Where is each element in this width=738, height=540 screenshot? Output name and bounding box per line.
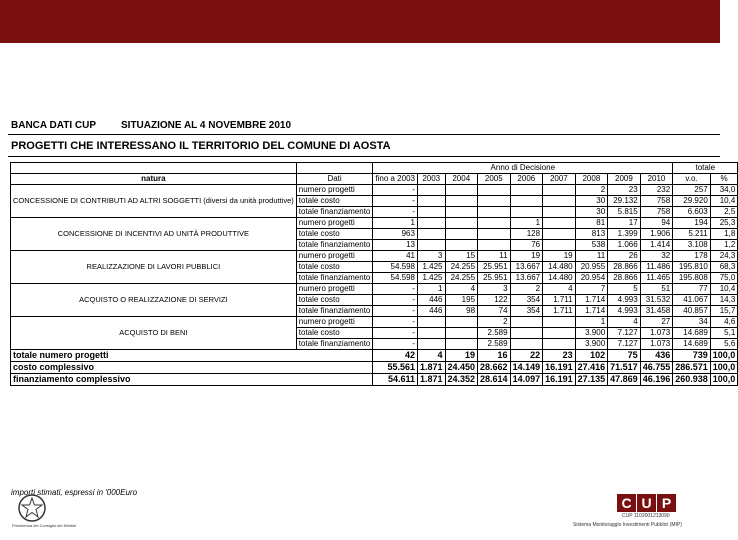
value-cell: 195	[445, 295, 478, 306]
value-cell: 26	[608, 251, 641, 262]
value-cell: 4	[445, 284, 478, 295]
value-cell: 17	[608, 218, 641, 229]
value-cell: 41	[373, 251, 418, 262]
value-cell: 4	[608, 317, 641, 328]
dati-cell: totale finanziamento	[296, 273, 373, 284]
dati-cell: numero progetti	[296, 317, 373, 328]
database-title: BANCA DATI CUP	[11, 120, 96, 131]
value-cell	[543, 339, 576, 350]
value-cell: 14.480	[543, 273, 576, 284]
total-value-cell: 19	[445, 350, 478, 362]
dati-cell: numero progetti	[296, 218, 373, 229]
year-header: 2005	[478, 174, 511, 185]
total-value-cell: 4	[417, 350, 445, 362]
total-pct-cell: 100,0	[710, 350, 738, 362]
value-cell: 1.073	[640, 328, 673, 339]
value-cell: -	[373, 295, 418, 306]
value-cell	[510, 207, 543, 218]
divider	[8, 134, 720, 135]
cup-letter: C	[617, 494, 636, 512]
page-title: PROGETTI CHE INTERESSANO IL TERRITORIO DEL COMUNE DI AOSTA	[11, 140, 391, 152]
total-value-cell: 1.871	[417, 374, 445, 386]
value-cell	[510, 317, 543, 328]
dati-cell: totale costo	[296, 229, 373, 240]
total-row	[11, 374, 738, 386]
dati-cell: numero progetti	[296, 185, 373, 196]
table-row	[11, 251, 738, 262]
total-value-cell: 27.135	[575, 374, 608, 386]
total-value-cell: 24.352	[445, 374, 478, 386]
value-cell	[417, 229, 445, 240]
value-cell	[417, 328, 445, 339]
amounts-note: importi stimati, espressi in '000Euro	[11, 488, 138, 497]
dati-cell: numero progetti	[296, 284, 373, 295]
value-cell: 1.399	[608, 229, 641, 240]
cup-letter: P	[657, 494, 676, 512]
total-value-cell: 23	[543, 350, 576, 362]
pct-cell: 25,3	[710, 218, 738, 229]
total-value-cell: 16	[478, 350, 511, 362]
value-cell	[445, 196, 478, 207]
situation-date: SITUAZIONE AL 4 NOVEMBRE 2010	[121, 120, 292, 131]
pct-cell: 24,3	[710, 251, 738, 262]
total-row	[11, 350, 738, 362]
value-cell	[478, 229, 511, 240]
value-cell: 1.711	[543, 306, 576, 317]
dati-cell: totale costo	[296, 262, 373, 273]
value-cell: 1	[417, 284, 445, 295]
total-value-cell: 46.755	[640, 362, 673, 374]
value-cell: 4	[543, 284, 576, 295]
value-cell: 15	[445, 251, 478, 262]
total-value-cell: 42	[373, 350, 418, 362]
natura-cell: CONCESSIONE DI CONTRIBUTI AD ALTRI SOGGETTI (diversi da unità produttive)	[11, 185, 297, 218]
total-label: finanziamento complessivo	[11, 374, 373, 386]
total-value-cell: 47.869	[608, 374, 641, 386]
value-cell	[543, 229, 576, 240]
table-row	[11, 284, 738, 295]
year-header: 2007	[543, 174, 576, 185]
vo-cell: 6.603	[673, 207, 711, 218]
dati-header: Dati	[296, 174, 373, 185]
value-cell: 963	[373, 229, 418, 240]
value-cell: 31.458	[640, 306, 673, 317]
value-cell	[543, 218, 576, 229]
natura-header: natura	[11, 174, 297, 185]
value-cell: 122	[478, 295, 511, 306]
vo-cell: 40.857	[673, 306, 711, 317]
vo-cell: 195.810	[673, 262, 711, 273]
value-cell: 1.906	[640, 229, 673, 240]
value-cell	[445, 185, 478, 196]
divider	[8, 156, 720, 157]
total-value-cell: 14.149	[510, 362, 543, 374]
pct-cell: 10,4	[710, 196, 738, 207]
value-cell: 3.900	[575, 339, 608, 350]
total-value-cell: 54.611	[373, 374, 418, 386]
value-cell: 2	[575, 185, 608, 196]
total-value-cell: 75	[608, 350, 641, 362]
value-cell: 1.714	[575, 295, 608, 306]
value-cell: 3	[478, 284, 511, 295]
table-row	[11, 185, 738, 196]
value-cell: 28.866	[608, 262, 641, 273]
value-cell: 81	[575, 218, 608, 229]
value-cell: 446	[417, 295, 445, 306]
value-cell	[417, 207, 445, 218]
value-cell: 1.711	[543, 295, 576, 306]
total-vo-cell: 739	[673, 350, 711, 362]
value-cell	[543, 317, 576, 328]
pct-cell: 2,5	[710, 207, 738, 218]
value-cell	[445, 218, 478, 229]
total-value-cell: 71.517	[608, 362, 641, 374]
total-value-cell: 1.871	[417, 362, 445, 374]
pct-cell: 15,7	[710, 306, 738, 317]
value-cell	[445, 229, 478, 240]
value-cell: 1.414	[640, 240, 673, 251]
value-cell	[445, 207, 478, 218]
year-header: fino a 2003	[373, 174, 418, 185]
value-cell: 25.951	[478, 273, 511, 284]
vo-header: v.o.	[673, 174, 711, 185]
year-header: 2004	[445, 174, 478, 185]
dati-cell: totale costo	[296, 295, 373, 306]
vo-cell: 41.067	[673, 295, 711, 306]
value-cell	[478, 196, 511, 207]
value-cell: 28.866	[608, 273, 641, 284]
value-cell: 27	[640, 317, 673, 328]
value-cell: -	[373, 207, 418, 218]
vo-cell: 257	[673, 185, 711, 196]
total-vo-cell: 260.938	[673, 374, 711, 386]
value-cell: 54.598	[373, 262, 418, 273]
totale-header: totale	[673, 163, 738, 174]
pct-cell: 14,3	[710, 295, 738, 306]
dati-cell: numero progetti	[296, 251, 373, 262]
vo-cell: 34	[673, 317, 711, 328]
value-cell	[543, 207, 576, 218]
pct-cell: 34,0	[710, 185, 738, 196]
pct-header: %	[710, 174, 738, 185]
value-cell: -	[373, 306, 418, 317]
document-slide	[8, 118, 736, 498]
pct-cell: 10,4	[710, 284, 738, 295]
table-row	[11, 317, 738, 328]
pct-cell: 75,0	[710, 273, 738, 284]
value-cell: 31.532	[640, 295, 673, 306]
value-cell: 19	[510, 251, 543, 262]
year-header: 2003	[417, 174, 445, 185]
total-pct-cell: 100,0	[710, 374, 738, 386]
total-value-cell: 16.191	[543, 362, 576, 374]
total-value-cell: 27.416	[575, 362, 608, 374]
total-label: totale numero progetti	[11, 350, 373, 362]
value-cell: 354	[510, 306, 543, 317]
value-cell: 11.465	[640, 273, 673, 284]
total-vo-cell: 286.571	[673, 362, 711, 374]
vo-cell: 3.108	[673, 240, 711, 251]
value-cell: -	[373, 284, 418, 295]
value-cell: 1.425	[417, 262, 445, 273]
year-header: 2010	[640, 174, 673, 185]
value-cell: 128	[510, 229, 543, 240]
vo-cell: 14.689	[673, 339, 711, 350]
value-cell: 5.815	[608, 207, 641, 218]
value-cell: 51	[640, 284, 673, 295]
value-cell	[478, 207, 511, 218]
value-cell	[478, 185, 511, 196]
value-cell: 2	[478, 317, 511, 328]
dati-cell: totale finanziamento	[296, 240, 373, 251]
value-cell: 20.955	[575, 262, 608, 273]
value-cell	[417, 196, 445, 207]
value-cell	[510, 196, 543, 207]
value-cell: 11	[575, 251, 608, 262]
total-label: costo complessivo	[11, 362, 373, 374]
vo-cell: 14.689	[673, 328, 711, 339]
dati-cell: totale costo	[296, 196, 373, 207]
total-value-cell: 16.191	[543, 374, 576, 386]
value-cell: 7	[575, 284, 608, 295]
value-cell: 32	[640, 251, 673, 262]
value-cell: 2	[510, 284, 543, 295]
value-cell	[543, 328, 576, 339]
vo-cell: 195.808	[673, 273, 711, 284]
value-cell: -	[373, 328, 418, 339]
top-banner	[0, 0, 720, 43]
vo-cell: 77	[673, 284, 711, 295]
dati-cell: totale finanziamento	[296, 207, 373, 218]
value-cell: 23	[608, 185, 641, 196]
value-cell: 1.425	[417, 273, 445, 284]
value-cell: 813	[575, 229, 608, 240]
total-value-cell: 24.450	[445, 362, 478, 374]
value-cell	[510, 339, 543, 350]
value-cell: 94	[640, 218, 673, 229]
value-cell	[417, 240, 445, 251]
pct-cell: 5,6	[710, 339, 738, 350]
value-cell: 13.667	[510, 262, 543, 273]
value-cell: 14.480	[543, 262, 576, 273]
value-cell	[478, 218, 511, 229]
value-cell: 4.993	[608, 295, 641, 306]
value-cell: 758	[640, 196, 673, 207]
value-cell: 2.589	[478, 328, 511, 339]
natura-cell: ACQUISTO DI BENI	[11, 317, 297, 350]
blank-header	[296, 163, 373, 174]
cup-letter: U	[637, 494, 656, 512]
pct-cell: 4,6	[710, 317, 738, 328]
value-cell: 446	[417, 306, 445, 317]
value-cell	[417, 339, 445, 350]
value-cell	[510, 185, 543, 196]
vo-cell: 29.920	[673, 196, 711, 207]
value-cell	[445, 240, 478, 251]
value-cell: 7.127	[608, 339, 641, 350]
value-cell: -	[373, 317, 418, 328]
total-value-cell: 55.561	[373, 362, 418, 374]
value-cell: 29.132	[608, 196, 641, 207]
value-cell: 3	[417, 251, 445, 262]
value-cell: 2.589	[478, 339, 511, 350]
value-cell: 1.066	[608, 240, 641, 251]
natura-cell: REALIZZAZIONE DI LAVORI PUBBLICI	[11, 251, 297, 284]
pct-cell: 1,2	[710, 240, 738, 251]
value-cell: 4.993	[608, 306, 641, 317]
dati-cell: totale finanziamento	[296, 339, 373, 350]
value-cell: 20.954	[575, 273, 608, 284]
value-cell	[417, 317, 445, 328]
value-cell: 76	[510, 240, 543, 251]
pct-cell: 1,8	[710, 229, 738, 240]
value-cell: 11	[478, 251, 511, 262]
dati-cell: totale costo	[296, 328, 373, 339]
total-value-cell: 102	[575, 350, 608, 362]
dati-cell: totale finanziamento	[296, 306, 373, 317]
value-cell: 1	[510, 218, 543, 229]
vo-cell: 5.211	[673, 229, 711, 240]
year-group-header: Anno di Decisione	[373, 163, 673, 174]
value-cell	[543, 185, 576, 196]
value-cell: 24.255	[445, 273, 478, 284]
value-cell: 538	[575, 240, 608, 251]
projects-table	[10, 162, 738, 386]
year-header: 2008	[575, 174, 608, 185]
table-row	[11, 218, 738, 229]
value-cell: 1	[373, 218, 418, 229]
value-cell: 1.073	[640, 339, 673, 350]
value-cell: 19	[543, 251, 576, 262]
total-value-cell: 436	[640, 350, 673, 362]
value-cell: 1.714	[575, 306, 608, 317]
value-cell: -	[373, 196, 418, 207]
value-cell: 24.255	[445, 262, 478, 273]
total-row	[11, 362, 738, 374]
value-cell	[417, 218, 445, 229]
value-cell: 54.598	[373, 273, 418, 284]
vo-cell: 194	[673, 218, 711, 229]
year-header: 2006	[510, 174, 543, 185]
value-cell	[478, 240, 511, 251]
value-cell	[417, 185, 445, 196]
total-value-cell: 14.097	[510, 374, 543, 386]
value-cell: 3.900	[575, 328, 608, 339]
value-cell: 30	[575, 196, 608, 207]
value-cell	[510, 328, 543, 339]
total-value-cell: 22	[510, 350, 543, 362]
value-cell: -	[373, 185, 418, 196]
value-cell: 98	[445, 306, 478, 317]
total-pct-cell: 100,0	[710, 362, 738, 374]
value-cell	[543, 240, 576, 251]
value-cell: -	[373, 339, 418, 350]
pct-cell: 68,3	[710, 262, 738, 273]
value-cell	[445, 317, 478, 328]
cup-code: CUP 1102001213090	[622, 513, 670, 519]
value-cell: 13	[373, 240, 418, 251]
value-cell: 1	[575, 317, 608, 328]
value-cell: 13.667	[510, 273, 543, 284]
total-value-cell: 28.614	[478, 374, 511, 386]
value-cell: 30	[575, 207, 608, 218]
blank-header	[11, 163, 297, 174]
total-value-cell: 46.196	[640, 374, 673, 386]
total-value-cell: 28.662	[478, 362, 511, 374]
value-cell: 11.486	[640, 262, 673, 273]
cup-subtitle: Sistema Monitoraggio Investimenti Pubblici (MIP)	[573, 522, 682, 528]
value-cell: 232	[640, 185, 673, 196]
natura-cell: ACQUISTO O REALIZZAZIONE DI SERVIZI	[11, 284, 297, 317]
value-cell: 74	[478, 306, 511, 317]
cup-logo	[617, 494, 677, 512]
year-header: 2009	[608, 174, 641, 185]
vo-cell: 178	[673, 251, 711, 262]
value-cell	[445, 339, 478, 350]
value-cell: 7.127	[608, 328, 641, 339]
left-logo-text: Presidenza del Consiglio dei Ministri	[12, 523, 77, 528]
value-cell: 5	[608, 284, 641, 295]
pct-cell: 5,1	[710, 328, 738, 339]
natura-cell: CONCESSIONE DI INCENTIVI AD UNITÀ PRODUTTIVE	[11, 218, 297, 251]
value-cell: 25.951	[478, 262, 511, 273]
value-cell: 758	[640, 207, 673, 218]
value-cell	[543, 196, 576, 207]
value-cell	[445, 328, 478, 339]
value-cell: 354	[510, 295, 543, 306]
